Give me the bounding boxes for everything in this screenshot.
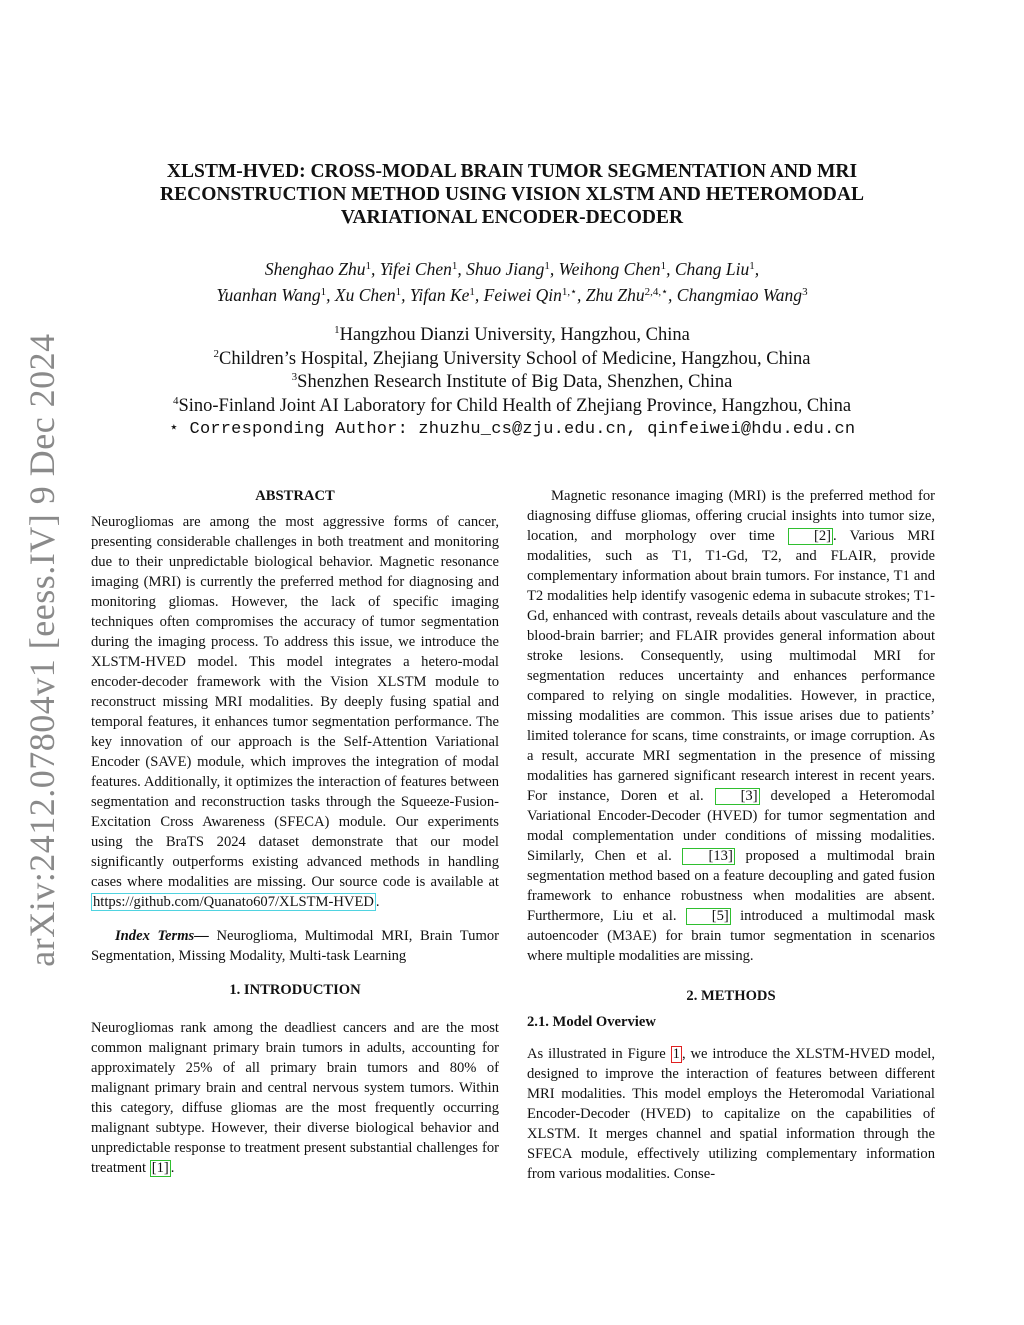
- affil-sup: 2: [213, 347, 220, 360]
- title-line: XLSTM-HVED: CROSS-MODAL BRAIN TUMOR SEGMENTATION AND MRI: [166, 161, 858, 182]
- author-name: Shuo Jiang: [466, 259, 545, 279]
- mri-text: Magnetic resonance imaging (MRI) is the preferred method for diagnosing diffuse gliomas, offering crucial insights into tumor size, location, and morphology over time: [527, 488, 935, 544]
- model-overview-heading: 2.1. Model Overview: [527, 1014, 656, 1030]
- author-name: Zhu Zhu: [585, 285, 645, 305]
- author-affil-sup: 1: [469, 286, 475, 298]
- overview-text: As illustrated in Figure: [527, 1046, 666, 1062]
- index-terms: [91, 926, 499, 966]
- abstract-text: [91, 512, 499, 912]
- affil-text: Shenzhen Research Institute of Big Data, Shenzhen, China: [297, 372, 733, 392]
- author-affil-sup: 1: [749, 260, 755, 272]
- affiliation: [100, 395, 924, 419]
- model-overview-text: [527, 1044, 935, 1184]
- affil-text: Hangzhou Dianzi University, Hangzhou, China: [339, 325, 690, 345]
- citation-link[interactable]: [13]: [682, 848, 734, 865]
- source-code-link[interactable]: https://github.com/Quanato607/XLSTM-HVED: [93, 894, 374, 910]
- affil-sup: 3: [291, 371, 298, 383]
- introduction-text: [91, 1018, 499, 1178]
- mri-text: developed a Heteromodal Variational Encoder-Decoder (HVED) for tumor segmentation and modal complementation under conditions of missing modalities. Similarly, Chen et al.: [527, 788, 936, 864]
- affil-sup: 4: [172, 394, 179, 407]
- affiliation: [100, 348, 924, 372]
- author-affil-sup: 1: [660, 260, 667, 272]
- author-line: Shenghao Zhu$^1$, Yifei Chen$^1$, Shuo Jiang$^1$, Weihong Chen$^1$, Chang Liu$^1$,: [264, 259, 760, 279]
- mri-text: . Various MRI modalities, such as T1, T1-Gd, T2, and FLAIR, provide complementary information about brain tumors. For instance, T1 and T2 modalities help identify vasogenic edema in subacute strokes; T1-Gd, enhanced with contrast, reveals details about vasculature and the blood-brain barrier; and FLAIR provides general information about stroke lesions. Consequently, using multimodal MRI for segmentation reduces uncertainty and enhances performance compared to relying on single modalities. However, in practice, missing modalities are common. This issue arises due to patients’ limited tolerance for scans, time constraints, or image corruption. As a result, accurate MRI segmentation in the presence of missing modalities has garnered significant research interest in recent years. For instance, Doren et al.: [527, 528, 935, 804]
- left-column: [91, 486, 499, 1178]
- author-name: Chang Liu: [674, 259, 750, 279]
- author-affil-sup: 1: [395, 286, 402, 298]
- author-name: Yifei Chen: [379, 259, 452, 279]
- author-name: Changmiao Wang: [676, 285, 803, 305]
- author-name: Weihong Chen: [558, 259, 661, 279]
- mri-text: introduced a multimodal mask autoencoder (M3AE) for brain tumor segmentation in scenarios where multiple modalities are missing.: [527, 908, 935, 964]
- figure-ref-link[interactable]: 1: [672, 1046, 680, 1062]
- author-name: Shenghao Zhu: [264, 259, 366, 279]
- right-column: [527, 486, 935, 1184]
- affil-text: Children’s Hospital, Zhejiang University School of Medicine, Hangzhou, China: [219, 348, 811, 369]
- affiliation-list: [100, 324, 924, 442]
- affil-text: Sino-Finland Joint AI Laboratory for Child Health of Zhejiang Province, Hangzhou, China: [178, 395, 852, 416]
- citation-link[interactable]: [1]: [151, 1160, 169, 1176]
- title-line: VARIATIONAL ENCODER-DECODER: [340, 207, 684, 228]
- mri-text: proposed a multimodal brain segmentation method based on a feature decoupling and gated fusion framework to enhance robustness when modalities are absent. Furthermore, Liu et al.: [527, 848, 935, 924]
- author-list: [100, 256, 924, 308]
- abstract-heading: ABSTRACT: [255, 488, 335, 504]
- affiliation: [100, 371, 924, 395]
- abstract-end: .: [375, 894, 380, 910]
- corresponding-author: ⋆ Corresponding Author: zhuzhu_cs@zju.edu.cn, qinfeiwei@hdu.edu.cn: [168, 420, 856, 439]
- index-terms-label: Index Terms—: [115, 928, 209, 944]
- affil-sup: 1: [334, 324, 340, 336]
- citation-link[interactable]: [3]: [715, 788, 760, 805]
- author-affil-sup: 1: [365, 260, 372, 272]
- affiliation: [100, 324, 924, 348]
- introduction-body: Neurogliomas rank among the deadliest cancers and are the most common malignant primary brain tumors in adults, accounting for approximately 25% of all primary brain tumors and 80% of malignant primary brain and central nervous system tumors. Within this category, diffuse gliomas are the most frequently occurring malignant subtype. However, their diverse biological behavior and unpredictable response to treatment present substantial challenges for treatment: [91, 1020, 499, 1176]
- author-affil-sup: 1: [320, 286, 327, 298]
- author-affil-sup: 3: [802, 286, 808, 298]
- author-name: Yifan Ke: [409, 285, 470, 305]
- mri-paragraph: [527, 486, 935, 966]
- paper-title: [120, 160, 904, 229]
- title-line: RECONSTRUCTION METHOD USING VISION XLSTM AND HETEROMODAL: [160, 184, 864, 205]
- citation-link[interactable]: [5]: [686, 908, 731, 925]
- author-line: Yuanhan Wang$^1$, Xu Chen$^1$, Yifan Ke$^1$, Feiwei Qin$^{1,⋆}$, Zhu Zhu$^{2,4,⋆}$, Changmiao Wang$^3$: [216, 285, 808, 305]
- introduction-end: .: [170, 1160, 175, 1176]
- author-name: Xu Chen: [334, 285, 396, 305]
- author-name: Yuanhan Wang: [216, 285, 321, 305]
- index-terms-text: Neuroglioma, Multimodal MRI, Brain Tumor Segmentation, Missing Modality, Multi-task Learning: [91, 928, 499, 964]
- abstract-body: Neurogliomas are among the most aggressive forms of cancer, presenting considerable challenges in both treatment and monitoring due to their unpredictable biological behavior. Magnetic resonance imaging (MRI) is currently the preferred method for diagnosing and monitoring gliomas. However, the lack of specific imaging techniques often compromises the accuracy of tumor segmentation during the imaging process. To address this issue, we introduce the XLSTM-HVED model. This model integrates a hetero-modal encoder-decoder framework with the Vision XLSTM module to reconstruct missing MRI modalities. By deeply fusing spatial and temporal features, it enhances tumor segmentation performance. The key innovation of our approach is the Self-Attention Variational Encoder (SAVE) module, which improves the integration of modal features. Additionally, it optimizes the interaction of features between segmentation and reconstruction tasks through the Squeeze-Fusion-Excitation Cross Awareness (SFECA) module. Our experiments using the BraTS 2024 dataset demonstrate that our model significantly outperforms existing advanced methods in handling cases where modalities are missing. Our source code is available at: [91, 514, 499, 890]
- author-affil-sup: 1: [544, 260, 550, 272]
- author-name: Feiwei Qin: [483, 285, 562, 305]
- citation-link[interactable]: [2]: [788, 528, 833, 545]
- methods-heading: 2. METHODS: [686, 988, 776, 1004]
- arxiv-stamp: arXiv:2412.07804v1 [eess.IV] 9 Dec 2024: [22, 333, 62, 967]
- author-affil-sup: 1: [451, 260, 458, 272]
- introduction-heading: 1. INTRODUCTION: [229, 982, 361, 998]
- author-affil-sup: 1,⋆: [561, 286, 578, 298]
- author-affil-sup: 2,4,⋆: [644, 286, 669, 298]
- overview-text: , we introduce the XLSTM-HVED model, designed to improve the interaction of features between different MRI modalities. This model employs the Heteromodal Variational Encoder-Decoder (HVED) to capitalize on the capabilities of XLSTM. It merges channel and spatial information through the SFECA module, effectively utilizing complementary information from various modalities. Conse-: [527, 1046, 936, 1182]
